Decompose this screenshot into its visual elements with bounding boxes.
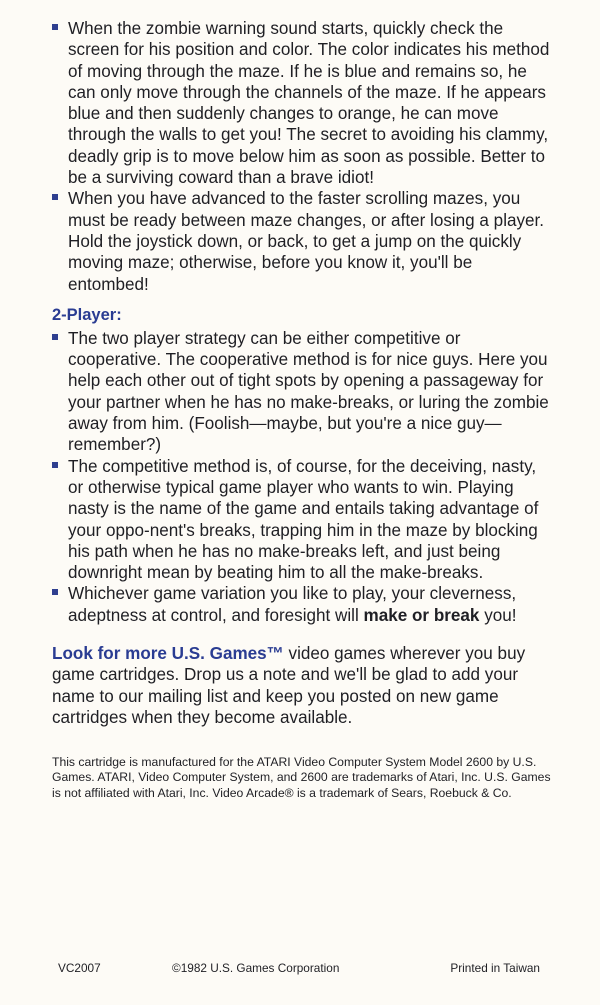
closing-lead: Look for more U.S. Games™ xyxy=(52,644,284,664)
printed-in: Printed in Taiwan xyxy=(450,961,540,975)
bullet-square-icon xyxy=(52,462,58,468)
tip-two-player-strategy xyxy=(52,328,556,456)
tip-zombie-warning xyxy=(52,18,556,188)
bullet-square-icon xyxy=(52,589,58,595)
make-or-break-emphasis: make or break xyxy=(363,605,480,625)
tip-game-variation-text-after: you! xyxy=(479,605,517,625)
tip-game-variation xyxy=(52,583,556,626)
tip-faster-mazes-text: When you have advanced to the faster scrolling mazes, you must be ready between maze changes, or after losing a player. Hold the joystick down, or back, to get a jump on the quickly moving maze; otherwise, before you know it, you'll be entombed! xyxy=(68,189,545,294)
bullet-square-icon xyxy=(52,334,58,340)
trademark-notice: This cartridge is manufactured for the ATARI Video Computer System Model 2600 by U.S. Games. ATARI, Video Computer System, and 2600 are trademarks of Atari, Inc. U.S. Games is not affiliated with Atari, Inc. Video Arcade® is a trademark of Sears, Roebuck & Co. xyxy=(52,755,551,800)
bullet-square-icon xyxy=(52,194,58,200)
tip-zombie-warning-text: When the zombie warning sound starts, quickly check the screen for his position and color. The color indicates his method of moving through the maze. If he is blue and remains so, he can only move through the channels of the maze. If he appears blue and then suddenly changes to orange, he can move through the walls to get you! The secret to avoiding his clammy, deadly grip is to move below him as soon as possible. Better to be a surviving coward than a brave idiot! xyxy=(68,19,550,188)
tip-two-player-strategy-text: The two player strategy can be either competitive or cooperative. The cooperative method is for nice guys. Here you help each other out of tight spots by opening a passageway for your partner when he has no make-breaks, or luring the zombie away from him. (Foolish—maybe, but you're a nice guy—remember?) xyxy=(68,328,549,455)
tip-competitive-method-text: The competitive method is, of course, for the deceiving, nasty, or otherwise typical game player who wants to win. Playing nasty is the name of the game and entails taking advantage of your oppo-nent's breaks, trapping him in the maze by blocking his path when he has no make-breaks left, and just being downright mean by beating him to all the make-breaks. xyxy=(68,456,539,583)
copyright-notice: ©1982 U.S. Games Corporation xyxy=(172,961,340,975)
closing-paragraph xyxy=(52,643,556,728)
product-code: VC2007 xyxy=(58,961,101,975)
closing-text: video games wherever you buy game cartridges. Drop us a note and we'll be glad to add your name to our mailing list and keep you posted on new game cartridges when they become available. xyxy=(52,644,526,727)
two-player-heading: 2-Player: xyxy=(52,305,122,324)
tip-faster-mazes xyxy=(52,188,556,294)
bullet-square-icon xyxy=(52,24,58,30)
tip-game-variation-text-before: Whichever game variation you like to play, your cleverness, adeptness at control, and foresight will xyxy=(68,584,517,625)
tip-competitive-method xyxy=(52,456,556,584)
